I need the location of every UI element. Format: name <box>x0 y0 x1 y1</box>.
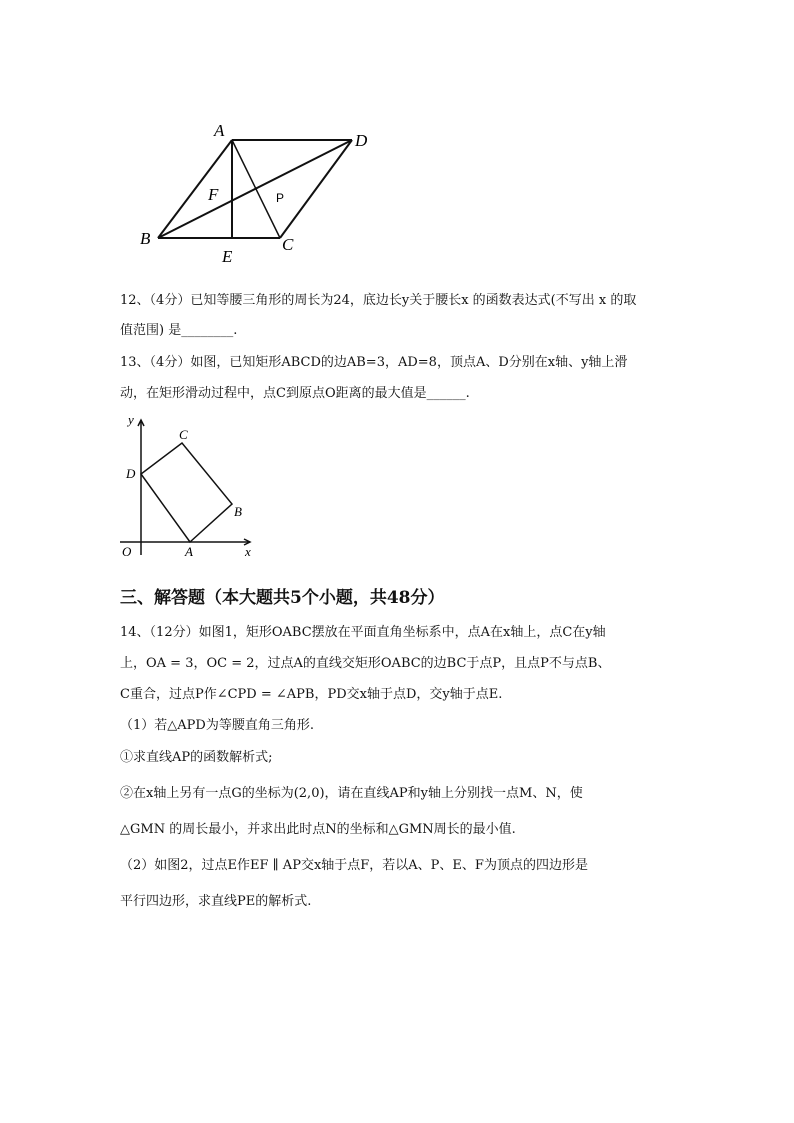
q14-part2: （2）如图2，过点E作EF ∥ AP交x轴于点F，若以A、P、E、F为顶点的四边形是 <box>120 858 588 873</box>
q14-part1: （1）若△APD为等腰直角三角形. <box>120 718 314 733</box>
rectangle-abcd <box>141 443 232 542</box>
label-c: C <box>179 427 188 442</box>
section-title: 三、解答题（本大题共5个小题，共48分） <box>120 588 445 608</box>
q13-line2: 动，在矩形滑动过程中，点C到原点O距离的最大值是______. <box>120 386 470 401</box>
label-x: x <box>245 544 251 559</box>
q14-part2b: 平行四边形，求直线PE的解析式. <box>120 894 312 909</box>
label-a: A <box>214 121 225 140</box>
label-y: y <box>128 412 134 427</box>
edge-cd <box>280 140 352 238</box>
q14-line1: 14、（12分）如图1，矩形OABC摆放在平面直角坐标系中，点A在x轴上，点C在y轴 <box>120 625 606 640</box>
label-c: C <box>282 235 294 254</box>
rectangle-axes-figure <box>115 410 265 560</box>
parallelogram-figure <box>130 115 380 265</box>
label-d: D <box>126 466 136 481</box>
label-o: O <box>122 544 132 559</box>
label-b: B <box>234 504 242 519</box>
label-e: E <box>222 247 233 265</box>
q14-line3: C重合，过点P作∠CPD = ∠APB，PD交x轴于点D，交y轴于点E. <box>120 687 503 702</box>
q14-line2: 上，OA = 3，OC = 2，过点A的直线交矩形OABC的边BC于点P，且点P不与点B、 <box>120 656 611 671</box>
diagonal-ac <box>232 140 280 238</box>
label-p: P <box>276 191 285 205</box>
label-b: B <box>140 229 151 248</box>
q12-line1: 12、（4分）已知等腰三角形的周长为24，底边长y关于腰长x 的函数表达式(不写出 x 的取 <box>120 293 637 308</box>
q14-sub2b: △GMN 的周长最小，并求出此时点N的坐标和△GMN周长的最小值. <box>120 822 516 837</box>
q13-line1: 13、（4分）如图，已知矩形ABCD的边AB=3，AD=8，顶点A、D分别在x轴、y轴上滑 <box>120 355 628 370</box>
diagonal-bd <box>158 140 352 238</box>
label-d: D <box>355 131 368 150</box>
q12-line2: 值范围) 是________. <box>120 323 238 338</box>
edge-ab <box>158 140 232 238</box>
label-a: A <box>185 544 193 559</box>
q14-sub1: ①求直线AP的函数解析式; <box>120 750 273 765</box>
label-f: F <box>208 185 219 204</box>
q14-sub2: ②在x轴上另有一点G的坐标为(2,0)，请在直线AP和y轴上分别找一点M、N，使 <box>120 786 583 801</box>
